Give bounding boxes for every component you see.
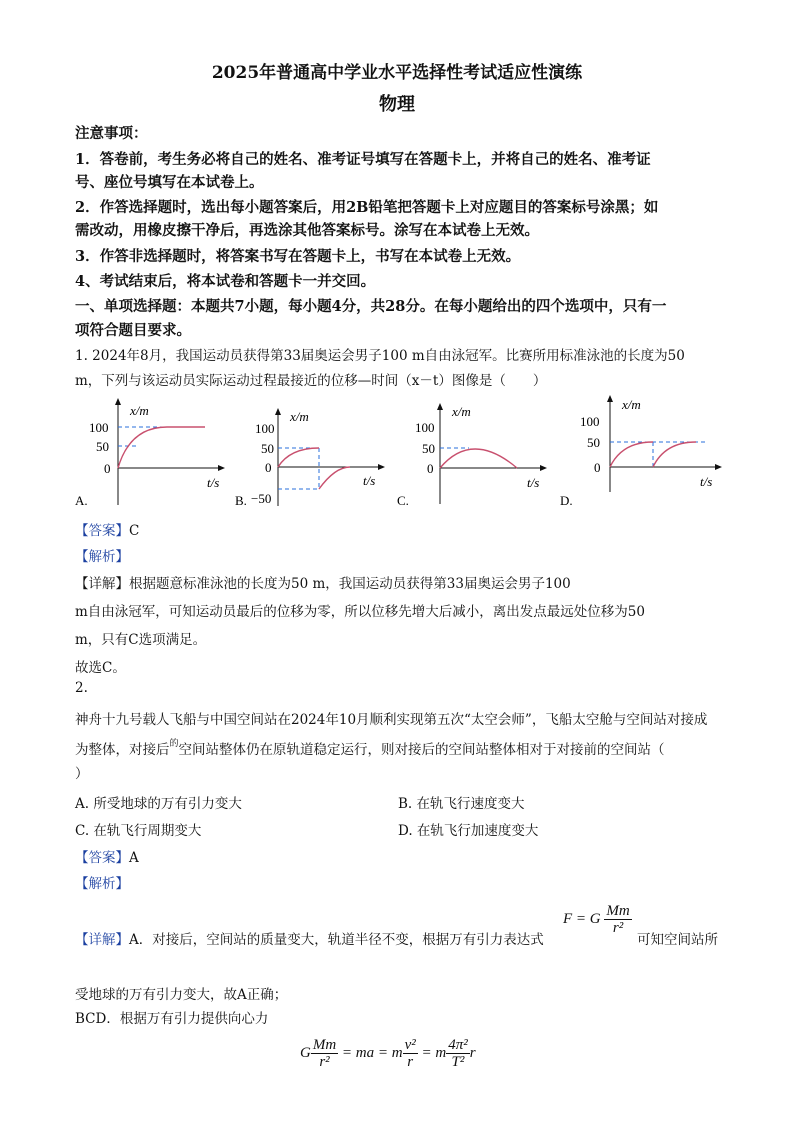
q2-detail-a2: 受地球的万有引力变大，故A正确； (75, 987, 288, 1003)
q2-stem-line2 (75, 736, 665, 758)
graph-d-xlabel: t/s (700, 474, 713, 489)
q2-detail-bcd: BCD．根据万有引力提供向心力 (75, 1011, 269, 1027)
graph-c-option: C. (397, 493, 409, 508)
formula2-d2: r (407, 1054, 414, 1070)
graph-b-xlabel: t/s (363, 473, 376, 488)
q1-stem-line2: m，下列与该运动员实际运动过程最接近的位移—时间（x－t）图像是（ ） (75, 373, 547, 389)
formula2-mid: = ma = m (341, 1044, 403, 1061)
q1-graph-c (397, 400, 547, 510)
graph-d-y-arrow (607, 395, 613, 402)
graph-d-tick-0: 0 (594, 460, 601, 475)
q2-option-d: D. 在轨飞行加速度变大 (398, 823, 539, 839)
graph-d-tick-100: 100 (580, 414, 600, 429)
q1-graph-d (560, 392, 725, 510)
notice-heading: 注意事项： (75, 125, 148, 142)
q2-stem-line1: 神舟十九号载人飞船与中国空间站在2024年10月顺利实现第五次“太空会师”，飞船太空舱与空间站对接成 (75, 712, 708, 728)
exam-title: 2025年普通高中学业水平选择性考试适应性演练 (211, 63, 583, 83)
graph-d-ylabel: x/m (622, 397, 641, 412)
q1-detail-line1 (75, 572, 571, 592)
graph-c-tick-100: 100 (415, 420, 435, 435)
q2-detail-a (75, 928, 544, 948)
graph-d-curve-first (610, 442, 653, 467)
formula2-tail: r (469, 1044, 476, 1061)
q2-detail-tag: 【详解】 (75, 932, 129, 948)
subject-title: 物理 (379, 94, 415, 115)
graph-d-tick-50: 50 (587, 435, 600, 450)
graph-b-option: B. (235, 493, 247, 508)
graph-b-tick-0: 0 (265, 460, 272, 475)
q1-stem-line1: 1. 2024年8月，我国运动员获得第33届奥运会男子100 m自由泳冠军。比赛所用标准泳池的长度为50 (75, 348, 685, 364)
q1-analysis-tag: 【解析】 (75, 549, 129, 565)
formula2-n3: 4π² (448, 1037, 468, 1053)
q2-stem-line2b: 空间站整体仍在原轨道稳定运行，则对接后的空间站整体相对于对接前的空间站（ (178, 742, 665, 758)
q1-detail-line3: m，只有C选项满足。 (75, 632, 207, 648)
graph-b-x-arrow (378, 464, 385, 470)
q1-answer-value: C (129, 523, 140, 539)
centripetal-formula (300, 1037, 476, 1070)
q2-answer-tag: 【答案】 (75, 850, 129, 866)
formula2-n2: v² (404, 1037, 416, 1053)
notice-item2-line1: 2．作答选择题时，选出每小题答案后，用2B铅笔把答题卡上对应题目的答案标号涂黑；如 (75, 199, 659, 216)
q1-answer-row (75, 519, 139, 539)
graph-d-curve-second (653, 442, 696, 467)
q1-graph-b (235, 405, 385, 510)
graph-c-tick-0: 0 (427, 461, 434, 476)
graph-a-xlabel: t/s (207, 475, 220, 490)
graph-c-ylabel: x/m (452, 404, 471, 419)
graph-d-option: D. (560, 493, 573, 508)
graph-a-tick-100: 100 (89, 420, 109, 435)
graph-a-option: A. (75, 493, 88, 508)
section1-line1: 一、单项选择题：本题共7小题，每小题4分，共28分。在每小题给出的四个选项中，只有一 (75, 298, 667, 315)
formula2-frac3 (446, 1037, 470, 1070)
q2-stem-line2a: 为整体，对接后 (75, 742, 170, 758)
notice-item1-line1: 1．答卷前，考生务必将自己的姓名、准考证号填写在答题卡上，并将自己的姓名、准考证 (75, 151, 651, 168)
graph-a-y-arrow (115, 398, 121, 405)
q1-detail-line2: m自由泳冠军，可知运动员最后的位移为零，所以位移先增大后减小，离出发点最远处位移为50 (75, 604, 645, 620)
graph-c-x-arrow (540, 465, 547, 471)
graph-b-y-arrow (275, 408, 281, 415)
formula1-fraction (604, 903, 631, 936)
graph-a-curve (118, 427, 205, 468)
q2-stem-small-char: 的 (169, 739, 179, 749)
graph-b-curve-return (319, 467, 350, 489)
graph-b-tick-neg50: −50 (251, 491, 272, 506)
q2-answer-value: A (129, 850, 139, 866)
graph-c-tick-50: 50 (422, 441, 435, 456)
graph-b-tick-100: 100 (255, 421, 275, 436)
graph-b-ylabel: x/m (290, 409, 309, 424)
q1-conclusion: 故选C。 (75, 660, 126, 676)
graph-d-x-arrow (715, 464, 722, 470)
notice-item1-line2: 号、座位号填写在本试卷上。 (75, 174, 264, 191)
formula2-frac2 (403, 1037, 418, 1070)
formula1-num: Mm (606, 903, 630, 919)
q1-graph-a (75, 395, 225, 510)
formula2-d1: r² (319, 1054, 330, 1070)
gravity-formula (563, 903, 632, 936)
q2-stem-line3: ） (75, 766, 89, 782)
notice-item2-line2: 需改动，用橡皮擦干净后，再选涂其他答案标号。涂写在本试卷上无效。 (75, 222, 539, 239)
q2-detail-a-end: 可知空间站所 (637, 932, 718, 948)
graph-a-ylabel: x/m (130, 403, 149, 418)
notice-item3: 3．作答非选择题时，将答案书写在答题卡上，书写在本试卷上无效。 (75, 248, 521, 265)
q2-detail-a-text: A．对接后，空间站的质量变大，轨道半径不变，根据万有引力表达式 (129, 932, 544, 948)
graph-a-tick-0: 0 (104, 461, 111, 476)
formula2-frac1 (311, 1037, 338, 1070)
graph-a-tick-50: 50 (96, 439, 109, 454)
graph-a-x-arrow (218, 465, 225, 471)
formula2-mid2: = m (421, 1044, 447, 1061)
formula2-n1: Mm (312, 1037, 337, 1053)
q2-option-b: B. 在轨飞行速度变大 (398, 796, 525, 812)
q2-analysis-tag: 【解析】 (75, 876, 129, 892)
q2-option-c: C. 在轨飞行周期变大 (75, 823, 202, 839)
graph-c-xlabel: t/s (527, 475, 540, 490)
q2-number: 2. (75, 680, 88, 696)
section1-line2: 项符合题目要求。 (75, 322, 191, 339)
graph-b-curve-rise (278, 448, 319, 467)
q2-answer-row (75, 846, 139, 866)
formula1-lhs: F = G (563, 910, 601, 927)
graph-c-y-arrow (437, 403, 443, 410)
formula2-g: G (300, 1044, 311, 1061)
graph-c-curve (440, 449, 517, 468)
q2-option-a: A. 所受地球的万有引力变大 (75, 796, 242, 812)
q1-detail-tag: 【详解】 (75, 576, 129, 592)
formula1-den: r² (612, 920, 624, 936)
q1-answer-tag: 【答案】 (75, 523, 129, 539)
q1-detail-text1: 根据题意标准泳池的长度为50 m，我国运动员获得第33届奥运会男子100 (129, 576, 571, 592)
graph-b-tick-50: 50 (261, 441, 274, 456)
notice-item4: 4、考试结束后，将本试卷和答题卡一并交回。 (75, 273, 376, 290)
formula2-d3: T² (451, 1054, 465, 1070)
